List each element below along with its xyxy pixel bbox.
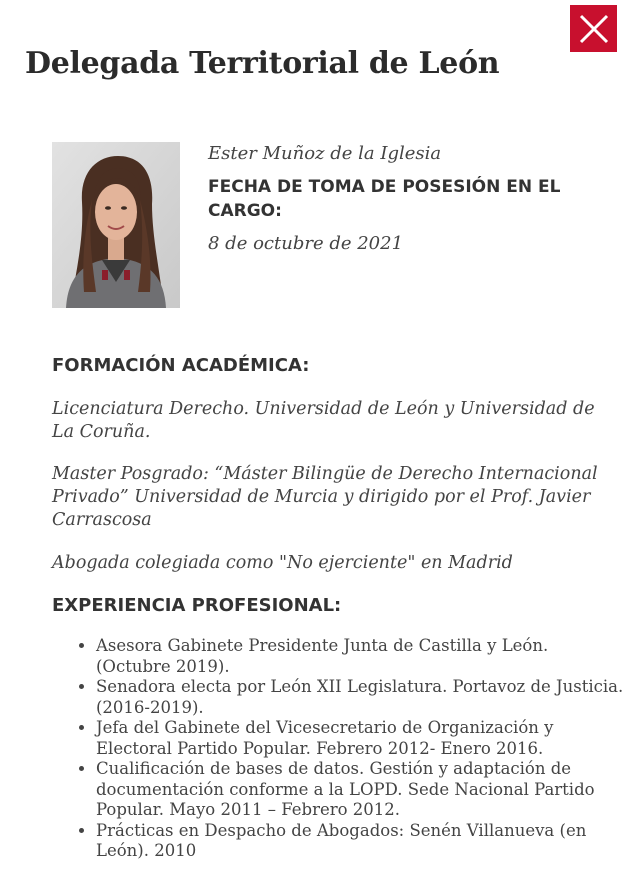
close-button[interactable] [570,5,617,52]
list-item: • Senadora electa por León XII Legislatura. Portavoz de Justicia. (2016-2019). [96,677,626,718]
list-item: • Jefa del Gabinete del Vicesecretario de Organización y Electoral Partido Popular. Febrero 2012- Enero 2016. [96,718,626,759]
close-icon [577,12,611,46]
person-name: Ester Muñoz de la Iglesia [208,143,442,164]
tenure-label: FECHA DE TOMA DE POSESIÓN EN EL CARGO: [208,177,561,221]
profile-info [208,141,608,257]
list-item: • Asesora Gabinete Presidente Junta de Castilla y León. (Octubre 2019). [96,636,626,677]
portrait-photo [52,142,180,308]
list-item: • Prácticas en Despacho de Abogados: Senén Villanueva (en León). 2010 [96,821,626,862]
education-heading: FORMACIÓN ACADÉMICA: [52,355,310,376]
education-item: Licenciatura Derecho. Universidad de León y Universidad de La Coruña. [52,399,595,442]
education-item: Abogada colegiada como "No ejerciente" en Madrid [52,553,513,573]
list-item: • Cualificación de bases de datos. Gestión y adaptación de documentación conforme a la LOPD. Sede Nacional Partido Popular. Mayo 2011 – Febrero 2012. [96,759,626,821]
experience-heading: EXPERIENCIA PROFESIONAL: [52,595,342,616]
experience-list [72,636,626,862]
education-item: Master Posgrado: “Máster Bilingüe de Derecho Internacional Privado” Universidad de Murcia y dirigido por el Prof. Javier Carrascosa [52,464,598,530]
tenure-date: 8 de octubre de 2021 [208,233,404,254]
page-title: Delegada Territorial de León [25,46,500,81]
